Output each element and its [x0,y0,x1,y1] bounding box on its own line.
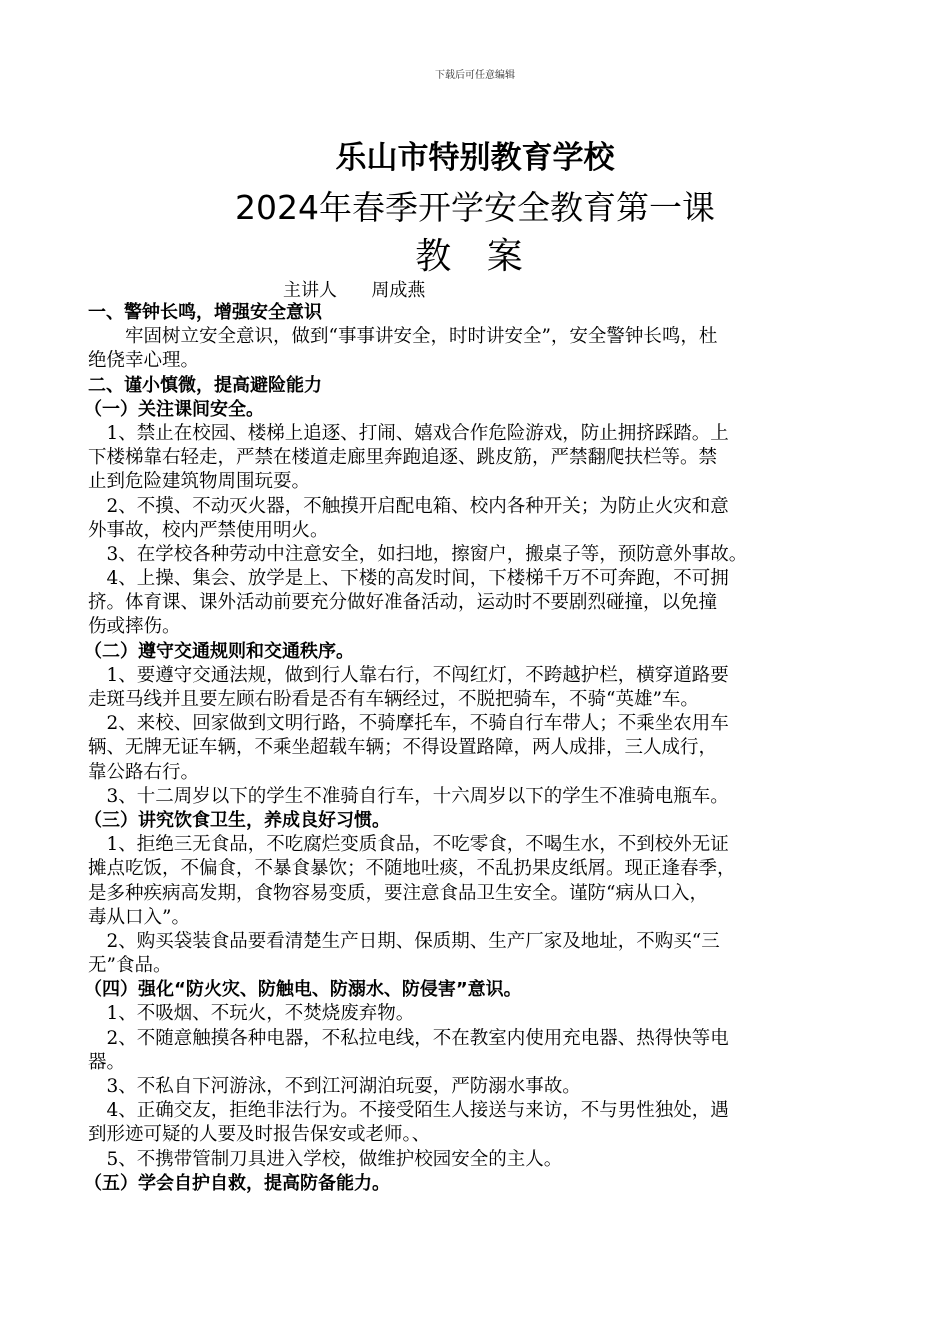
document-body [84,301,868,1196]
paragraph-line: 外事故，校内严禁使用明火。 [88,519,329,541]
subsection-heading: （四）强化“防火灾、防触电、防溺水、防侵害”意识。 [84,979,522,1001]
paragraph-line: 到形迹可疑的人要及时报告保安或老师。、 [88,1124,431,1146]
paragraph-line: 1、要遵守交通法规，做到行人靠右行，不闯红灯，不跨越护栏，横穿道路要 [88,664,729,686]
paragraph-line: 器。 [88,1051,126,1073]
paragraph-line: 止到危险建筑物周围玩耍。 [88,471,311,493]
paragraph-line: 1、禁止在校园、楼梯上追逐、打闹、嬉戏合作危险游戏，防止拥挤踩踏。上 [88,422,729,444]
section-heading: 一、警钟长鸣，增强安全意识 [88,302,322,323]
paragraph-line: 3、十二周岁以下的学生不准骑自行车，十六周岁以下的学生不准骑电瓶车。 [88,785,729,807]
paragraph-line: 下楼梯靠右轻走，严禁在楼道走廊里奔跑追逐、跳皮筋，严禁翻爬扶栏等。禁 [88,447,718,469]
paragraph-line: 牢固树立安全意识，做到“事事讲安全，时时讲安全”，安全警钟长鸣，杜 [88,326,718,348]
subsection-heading: （三）讲究饮食卫生，养成良好习惯。 [84,809,390,831]
paragraph-line: 伤或摔伤。 [88,616,181,638]
paragraph-line: 2、不随意触摸各种电器，不私拉电线，不在教室内使用充电器、热得快等电 [88,1027,729,1049]
paragraph-line: 5、不携带管制刀具进入学校，做维护校园安全的主人。 [88,1148,563,1170]
paragraph-line: 2、购买袋装食品要看清楚生产日期、保质期、生产厂家及地址，不购买“三 [88,930,720,952]
paragraph-line: 摊点吃饭，不偏食，不暴食暴饮；不随地吐痰，不乱扔果皮纸屑。现正逢春季， [88,858,736,880]
paragraph-line: 走斑马线并且要左顾右盼看是否有车辆经过，不脱把骑车，不骑“英雄”车。 [88,689,699,710]
paragraph-line: 3、在学校各种劳动中注意安全，如扫地，擦窗户，搬桌子等，预防意外事故。 [88,543,748,565]
paragraph-line: 辆、无牌无证车辆，不乘坐超载车辆；不得设置路障，两人成排，三人成行， [88,737,718,759]
paragraph-line: 3、不私自下河游泳，不到江河湖泊玩耍，严防溺水事故。 [88,1076,581,1097]
paragraph-line: 绝侥幸心理。 [88,350,200,372]
title-course: 2024年春季开学安全教育第一课 [235,188,715,227]
section-heading: 二、谨小慎微，提高避险能力 [88,374,322,396]
paragraph-line: 1、拒绝三无食品，不吃腐烂变质食品，不吃零食，不喝生水，不到校外无证 [88,834,729,856]
subsection-heading: （五）学会自护自救，提高防备能力。 [84,1172,390,1194]
paragraph-line: 靠公路右行。 [88,761,200,783]
paragraph-line: 毒从口入”。 [88,906,190,928]
header-note: 下载后可任意编辑 [435,70,515,81]
paragraph-line: 是多种疾病高发期，食物容易变质，要注意食品卫生安全。谨防“病从口入， [88,882,708,904]
paragraph-line: 2、不摸、不动灭火器，不触摸开启配电箱、校内各种开关；为防止火灾和意 [88,495,729,517]
paragraph-line: 4、上操、集会、放学是上、下楼的高发时间，下楼梯千万不可奔跑，不可拥 [88,568,729,590]
subsection-heading: （一）关注课间安全。 [84,398,264,420]
paragraph-line: 2、来校、回家做到文明行路，不骑摩托车，不骑自行车带人；不乘坐农用车 [88,713,729,735]
paragraph-line: 1、不吸烟、不玩火，不焚烧废弃物。 [88,1003,415,1025]
paragraph-line: 无”食品。 [88,955,172,977]
paragraph-line: 4、正确交友，拒绝非法行为。不接受陌生人接送与来访，不与男性独处，遇 [88,1100,729,1122]
speaker-line: 主讲人 周成燕 [283,280,426,301]
paragraph-line: 挤。体育课、课外活动前要充分做好准备活动，运动时不要剧烈碰撞，以免撞 [88,592,718,614]
subsection-heading: （二）遵守交通规则和交通秩序。 [84,640,354,662]
title-doc: 教 案 [415,236,535,277]
title-school: 乐山市特别教育学校 [335,140,615,176]
